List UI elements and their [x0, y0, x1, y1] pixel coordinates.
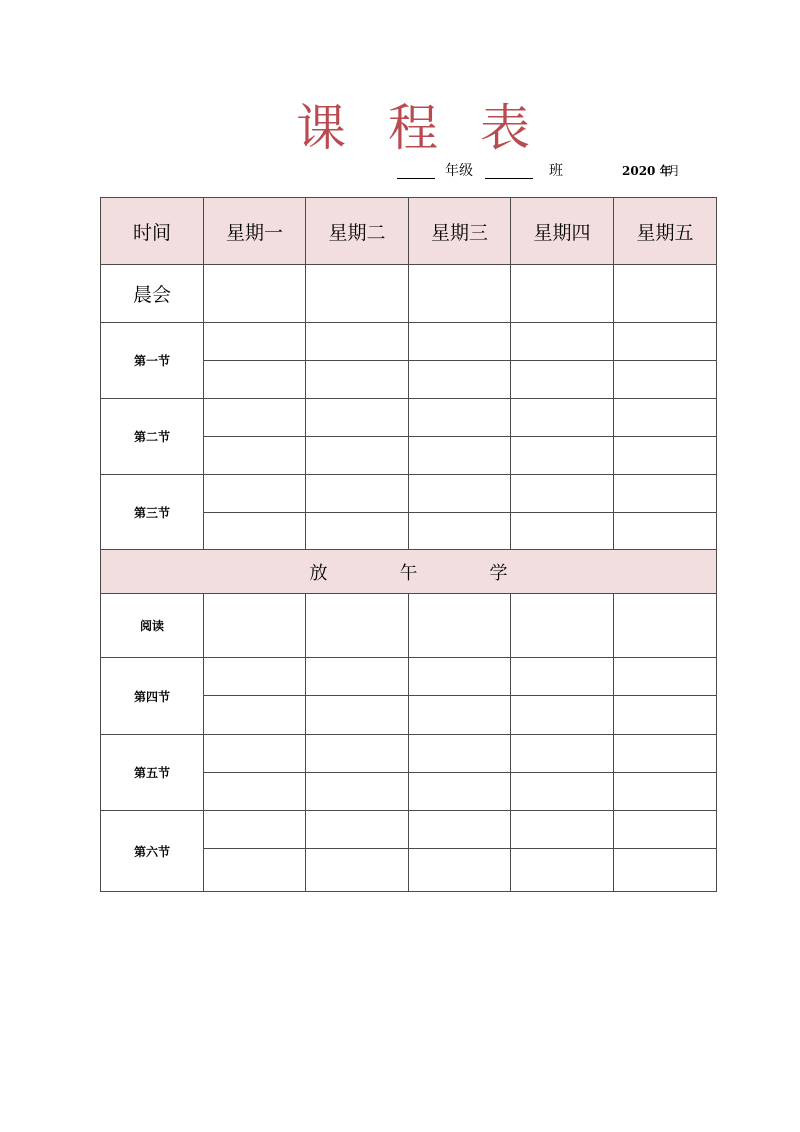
cell[interactable]: [204, 437, 306, 475]
class-blank-line[interactable]: [485, 178, 533, 179]
cell[interactable]: [614, 811, 717, 849]
cell[interactable]: [204, 658, 306, 696]
cell[interactable]: [409, 773, 511, 811]
cell[interactable]: [204, 811, 306, 849]
title-char-2: 程: [388, 99, 438, 157]
cell[interactable]: [511, 696, 614, 735]
schedule-table: [100, 197, 717, 892]
cell[interactable]: [614, 361, 717, 399]
label-period1: 第一节: [101, 323, 204, 399]
label-reading: 阅读: [101, 594, 204, 658]
year-label: 2020 年: [622, 164, 672, 178]
cell[interactable]: [409, 323, 511, 361]
cell[interactable]: [409, 513, 511, 550]
cell[interactable]: [204, 594, 306, 658]
cell[interactable]: [306, 849, 409, 892]
row-period3-a: [101, 475, 717, 513]
label-period3: 第三节: [101, 475, 204, 550]
cell[interactable]: [306, 323, 409, 361]
cell[interactable]: [306, 361, 409, 399]
cell[interactable]: [306, 811, 409, 849]
cell[interactable]: [614, 399, 717, 437]
row-reading: [101, 594, 717, 658]
cell[interactable]: [614, 513, 717, 550]
header-wednesday: 星期三: [409, 198, 511, 265]
cell[interactable]: [614, 849, 717, 892]
cell[interactable]: [511, 265, 614, 323]
cell[interactable]: [409, 265, 511, 323]
cell[interactable]: [511, 849, 614, 892]
cell[interactable]: [204, 849, 306, 892]
grade-blank-line[interactable]: [397, 178, 435, 179]
cell[interactable]: [306, 399, 409, 437]
class-label: 班: [549, 163, 563, 179]
cell[interactable]: [306, 658, 409, 696]
cell[interactable]: [409, 475, 511, 513]
cell[interactable]: [511, 323, 614, 361]
cell[interactable]: [614, 475, 717, 513]
label-period2: 第二节: [101, 399, 204, 475]
cell[interactable]: [409, 594, 511, 658]
row-period2-a: [101, 399, 717, 437]
break-char-2: 午: [399, 562, 418, 584]
cell[interactable]: [409, 735, 511, 773]
cell[interactable]: [204, 475, 306, 513]
header-tuesday: 星期二: [306, 198, 409, 265]
cell[interactable]: [511, 735, 614, 773]
cell[interactable]: [614, 437, 717, 475]
cell[interactable]: [614, 265, 717, 323]
cell[interactable]: [511, 361, 614, 399]
header-monday: 星期一: [204, 198, 306, 265]
break-char-1: 放: [309, 562, 328, 584]
cell[interactable]: [409, 849, 511, 892]
title-char-3: 表: [480, 99, 530, 157]
cell[interactable]: [614, 594, 717, 658]
cell[interactable]: [409, 361, 511, 399]
grade-label: 年级: [445, 163, 473, 179]
cell[interactable]: [614, 773, 717, 811]
cell[interactable]: [204, 265, 306, 323]
cell[interactable]: [204, 361, 306, 399]
cell[interactable]: [511, 773, 614, 811]
cell[interactable]: [614, 735, 717, 773]
title-char-1: 课: [296, 99, 346, 157]
cell[interactable]: [306, 265, 409, 323]
row-lunch-break: [101, 550, 717, 594]
label-period5: 第五节: [101, 735, 204, 811]
cell[interactable]: [614, 658, 717, 696]
row-period6-a: [101, 811, 717, 849]
row-morning-meeting: [101, 265, 717, 323]
cell[interactable]: [409, 399, 511, 437]
cell[interactable]: [511, 513, 614, 550]
cell[interactable]: [306, 696, 409, 735]
row-period4-a: [101, 658, 717, 696]
cell[interactable]: [511, 594, 614, 658]
label-period4: 第四节: [101, 658, 204, 735]
cell[interactable]: [511, 399, 614, 437]
month-label: 月: [668, 164, 681, 178]
cell[interactable]: [204, 513, 306, 550]
cell[interactable]: [511, 658, 614, 696]
label-morning-meeting: 晨会: [101, 265, 204, 323]
header-thursday: 星期四: [511, 198, 614, 265]
header-time: 时间: [101, 198, 204, 265]
cell[interactable]: [204, 773, 306, 811]
cell[interactable]: [204, 323, 306, 361]
cell[interactable]: [409, 696, 511, 735]
cell[interactable]: [306, 773, 409, 811]
cell[interactable]: [306, 594, 409, 658]
cell[interactable]: [409, 811, 511, 849]
cell[interactable]: [306, 437, 409, 475]
cell[interactable]: [614, 323, 717, 361]
header-friday: 星期五: [614, 198, 717, 265]
cell[interactable]: [306, 475, 409, 513]
row-period1-a: [101, 323, 717, 361]
cell[interactable]: [511, 475, 614, 513]
cell[interactable]: [204, 696, 306, 735]
break-char-3: 学: [489, 562, 508, 584]
page-title: [0, 96, 800, 160]
row-period5-a: [101, 735, 717, 773]
cell[interactable]: [511, 811, 614, 849]
cell[interactable]: [204, 735, 306, 773]
header-row: [101, 198, 717, 265]
cell[interactable]: [409, 658, 511, 696]
lunch-break-banner: [101, 550, 717, 594]
cell[interactable]: [409, 437, 511, 475]
cell[interactable]: [306, 513, 409, 550]
label-period6: 第六节: [101, 811, 204, 892]
cell[interactable]: [614, 696, 717, 735]
cell[interactable]: [204, 399, 306, 437]
cell[interactable]: [511, 437, 614, 475]
cell[interactable]: [306, 735, 409, 773]
